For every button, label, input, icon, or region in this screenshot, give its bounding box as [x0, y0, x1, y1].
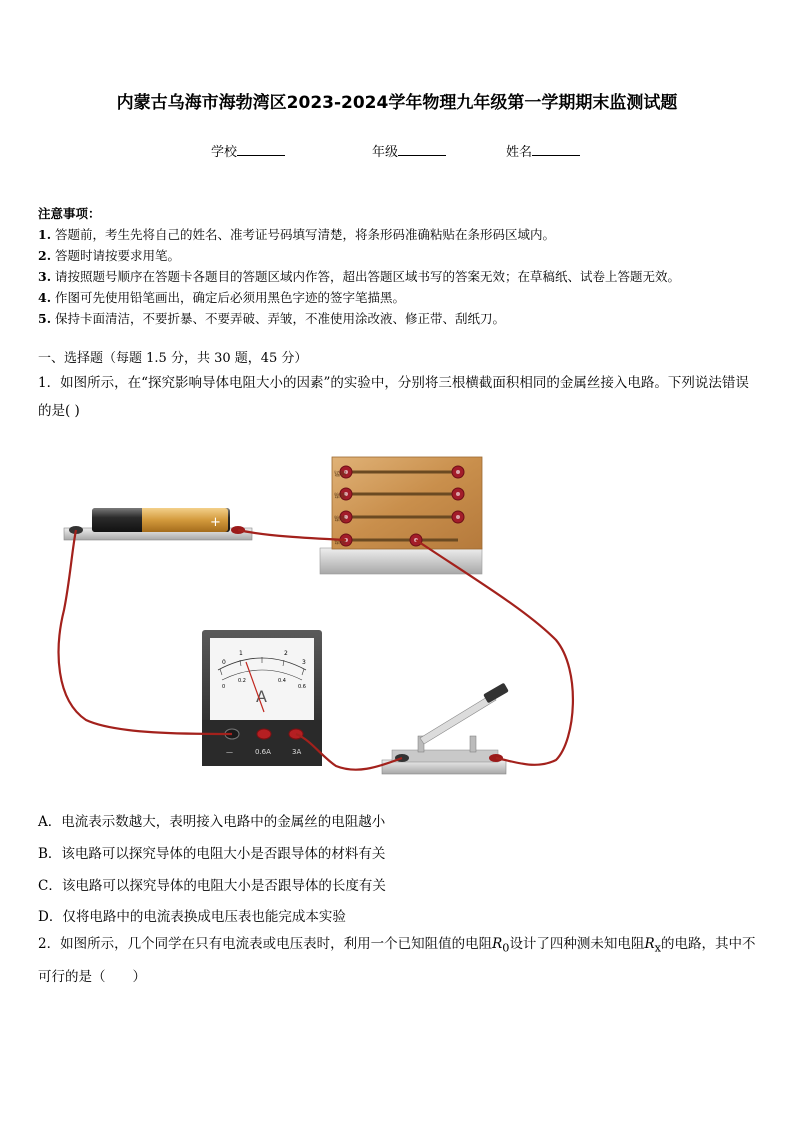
- svg-text:镍铬: 镍铬: [334, 493, 347, 500]
- option-c[interactable]: C．该电路可以探究导体的电阻大小是否跟导体的长度有关: [38, 878, 386, 894]
- name-label: 姓名: [506, 145, 533, 160]
- ammeter: [202, 630, 322, 766]
- svg-text:3A: 3A: [292, 748, 302, 756]
- svg-text:—: —: [226, 748, 233, 756]
- page-title: 内蒙古乌海市海勃湾区2023-2024学年物理九年级第一学期期末监测试题: [116, 93, 678, 113]
- svg-text:A: A: [256, 687, 267, 706]
- note-item: 2. 答题时请按要求用笔。: [38, 248, 181, 263]
- school-field[interactable]: [211, 141, 285, 160]
- knife-switch: [382, 683, 509, 774]
- option-d[interactable]: D．仅将电路中的电流表换成电压表也能完成本实验: [38, 909, 346, 925]
- grade-field[interactable]: [372, 141, 446, 160]
- svg-text:0.4: 0.4: [278, 678, 286, 684]
- note-item: 4. 作图可先使用铅笔画出，确定后必须用黑色字迹的签字笔描黑。: [38, 290, 406, 305]
- svg-text:0.2: 0.2: [238, 678, 246, 684]
- question-2-stem: 2．如图所示，几个同学在只有电流表或电压表时，利用一个已知阻值的电阻$R_0$设计了四种测未知电阻$R_x$的电路，其中不可行的是（ ）: [38, 936, 756, 985]
- svg-text:0.6: 0.6: [298, 684, 306, 690]
- svg-text:0.6A: 0.6A: [255, 748, 271, 756]
- svg-text:0: 0: [222, 659, 226, 666]
- note-item: 3. 请按照题号顺序在答题卡各题目的答题区域内作答，超出答题区域书写的答案无效；在草稿纸、试卷上答题无效。: [38, 269, 681, 284]
- svg-text:0: 0: [222, 684, 226, 690]
- circuit-figure: [56, 450, 596, 780]
- resistance-board: [320, 457, 482, 574]
- svg-text:3: 3: [302, 659, 306, 666]
- option-b[interactable]: B．该电路可以探究导体的电阻大小是否跟导体的材料有关: [38, 846, 386, 862]
- notes-heading: 注意事项：: [38, 206, 101, 221]
- battery-holder: [64, 508, 252, 540]
- svg-text:1: 1: [239, 650, 243, 657]
- name-field[interactable]: [506, 141, 580, 160]
- svg-text:镍铬: 镍铬: [334, 539, 347, 546]
- question-1-stem: 1．如图所示，在“探究影响导体电阻大小的因素”的实验中，分别将三根横截面积相同的金属丝接入电路。下列说法错误的是( ): [38, 375, 749, 419]
- school-label: 学校: [211, 145, 238, 160]
- school-blank: [237, 143, 285, 156]
- note-item: 1. 答题前，考生先将自己的姓名、准考证号码填写清楚，将条形码准确粘贴在条形码区域内。: [38, 227, 556, 242]
- section-heading: 一、选择题（每题 1.5 分，共 30 题，45 分）: [38, 351, 308, 366]
- svg-text:锰铜: 锰铜: [334, 471, 347, 478]
- svg-text:2: 2: [284, 650, 288, 657]
- svg-text:镍铬: 镍铬: [334, 516, 347, 523]
- notes-section: [38, 203, 680, 329]
- grade-label: 年级: [372, 145, 399, 160]
- option-a[interactable]: A．电流表示数越大，表明接入电路中的金属丝的电阻越小: [38, 814, 386, 830]
- note-item: 5. 保持卡面清洁，不要折暴、不要弄破、弄皱，不准使用涂改液、修正带、刮纸刀。: [38, 311, 506, 326]
- name-blank: [532, 143, 580, 156]
- grade-blank: [398, 143, 446, 156]
- svg-text:+: +: [210, 515, 221, 530]
